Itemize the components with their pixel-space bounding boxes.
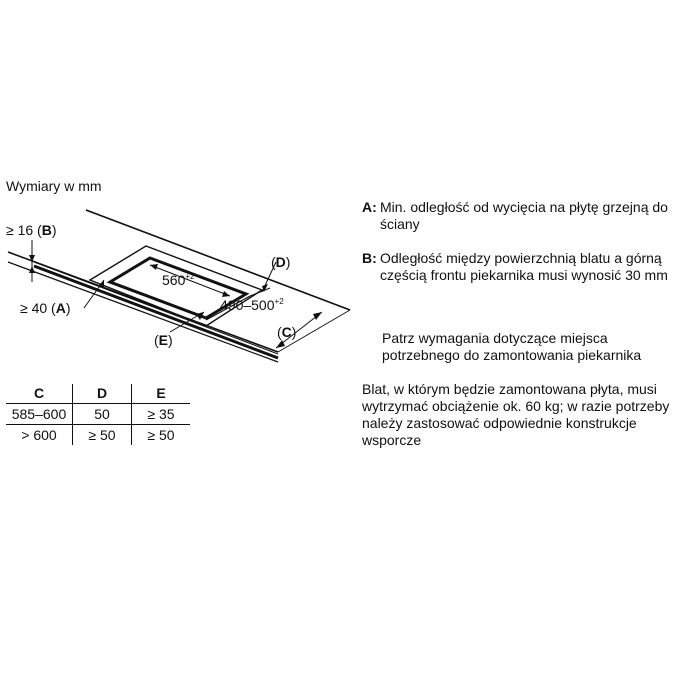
label-c: (C) — [277, 324, 297, 340]
table-header: E — [132, 384, 191, 404]
label-e: (E) — [154, 332, 173, 348]
note-a — [362, 199, 682, 233]
note-b — [362, 250, 682, 284]
table-header: D — [73, 384, 132, 404]
table-cell: 585–600 — [6, 404, 73, 425]
table-cell: ≥ 50 — [132, 425, 191, 446]
label-width: $560^{+2}$ — [162, 272, 195, 288]
c-arrow-top — [313, 312, 322, 320]
table-row — [6, 404, 190, 425]
label-d: (D) — [271, 254, 291, 270]
label-a: ≥ 40 (A) — [20, 300, 71, 316]
label-depth: $490-500^{+2}$ — [220, 297, 284, 313]
table-cell: ≥ 35 — [132, 404, 191, 425]
note-a-text: Min. odległość od wycięcia na płytę grzejną do ściany — [380, 199, 668, 232]
note-b-key: B: — [362, 250, 377, 266]
note-oven-space: Patrz wymagania dotyczące miejsca potrzebnego do zamontowania piekarnika — [382, 330, 642, 363]
width-arrow-left — [150, 264, 158, 270]
table-cell: ≥ 50 — [73, 425, 132, 446]
table-cell: 50 — [73, 404, 132, 425]
table-row — [6, 425, 190, 446]
label-b: ≥ 16 (B) — [6, 222, 57, 238]
dimension-table — [6, 384, 190, 445]
note-countertop-load: Blat, w którym będzie zamontowana płyta, musi wytrzymać obciążenie ok. 60 kg; w razie potrzeby należy zastosować odpowiednie konstrukcje wsporcze — [362, 381, 670, 448]
note-a-key: A: — [362, 199, 377, 215]
table-header: C — [6, 384, 73, 404]
table-header-row — [6, 384, 190, 404]
note-b-text: Odległość między powierzchnią blatu a górną częścią frontu piekarnika musi wynosić 30 mm — [380, 250, 668, 283]
diagram-title: Wymiary w mm — [6, 178, 102, 194]
table-cell: > 600 — [21, 427, 57, 443]
c-arrow-bottom — [276, 340, 285, 348]
